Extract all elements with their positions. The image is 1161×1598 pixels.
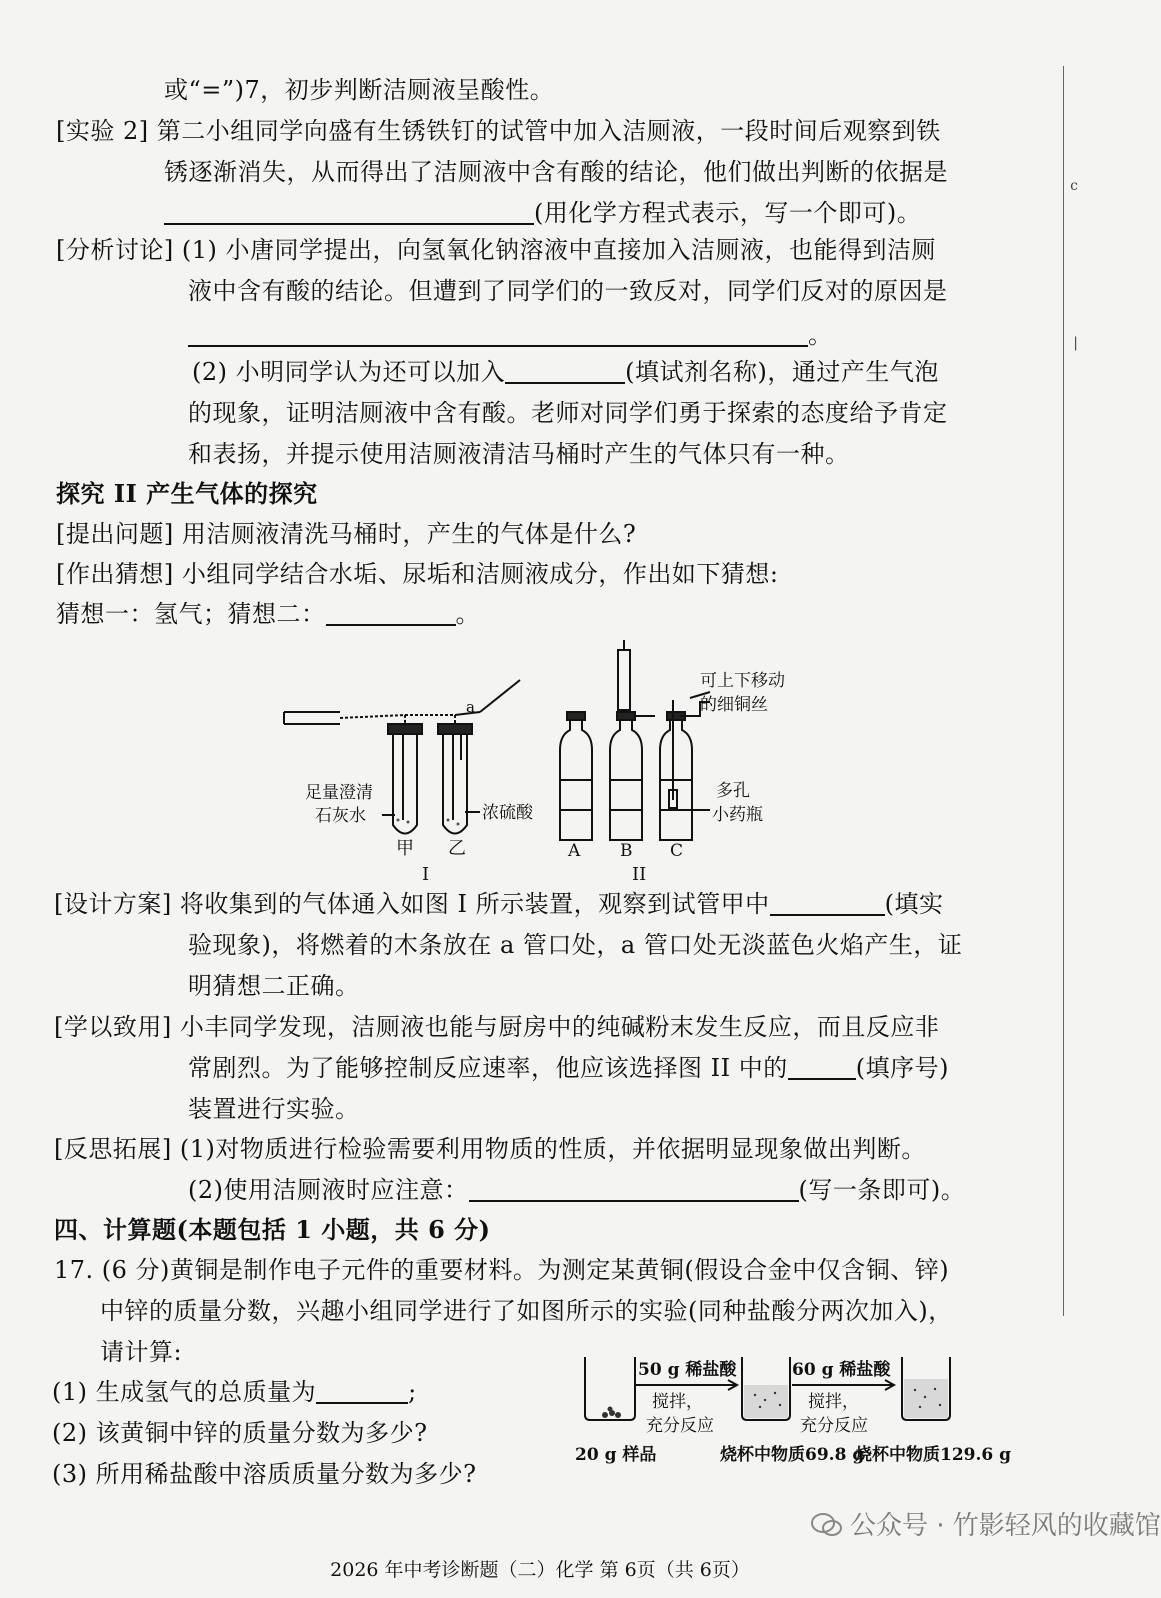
text-line: (2)使用洁厕液时应注意： (写一条即可)。 — [188, 1176, 966, 1204]
text-line: 明猜想二正确。 — [188, 972, 360, 1000]
label-wire: 可上下移动 — [700, 671, 785, 691]
text-line: 17. (6 分)黄铜是制作电子元件的重要材料。为测定某黄铜(假设合金中仅含铜、锌) — [54, 1256, 950, 1284]
label-add1: 50 g 稀盐酸 — [638, 1360, 737, 1380]
text-line: [学以致用] 小丰同学发现，洁厕液也能与厨房中的纯碱粉末发生反应，而且反应非 — [54, 1013, 940, 1041]
label-vial: 多孔 — [716, 781, 750, 801]
text-line: (2) 小明同学认为还可以加入 (填试剂名称)，通过产生气泡 — [192, 358, 939, 386]
page-footer: 2026 年中考诊断题（二）化学 第 6页（共 6页） — [330, 1559, 750, 1581]
text-line: 常剧烈。为了能够控制反应速率，他应该选择图 II 中的 (填序号) — [188, 1054, 949, 1082]
edge-mark: c — [1070, 178, 1078, 194]
label-step1a: 搅拌， — [652, 1392, 703, 1412]
label-acid: 浓硫酸 — [482, 803, 533, 823]
text-line: 锈逐渐消失，从而得出了洁厕液中含有酸的结论，他们做出判断的依据是 — [164, 158, 948, 186]
answer-blank[interactable] — [788, 1054, 856, 1080]
text-line: 装置进行实验。 — [188, 1095, 360, 1123]
label-a: a — [466, 698, 475, 716]
label-yi: 乙 — [448, 838, 466, 859]
text-line: 。 — [188, 318, 833, 352]
text-line: 中锌的质量分数，兴趣小组同学进行了如图所示的实验(同种盐酸分两次加入)， — [100, 1297, 953, 1325]
text-line: 验现象)，将燃着的木条放在 a 管口处，a 管口处无淡蓝色火焰产生，证 — [188, 931, 963, 959]
text-line: [提出问题] 用洁厕液清洗马桶时，产生的气体是什么? — [56, 520, 637, 548]
section-heading: 四、计算题(本题包括 1 小题，共 6 分) — [54, 1215, 491, 1244]
label-beaker3: 烧杯中物质129.6 g — [855, 1445, 1012, 1465]
text-line: [设计方案] 将收集到的气体通入如图 I 所示装置，观察到试管甲中 (填实 — [54, 890, 944, 918]
label-step1b: 充分反应 — [646, 1416, 714, 1436]
label-beaker2: 烧杯中物质69.8 g — [720, 1445, 865, 1465]
figure-number: II — [632, 864, 647, 885]
text-line: 请计算: — [100, 1338, 183, 1366]
text-line: (2) 该黄铜中锌的质量分数为多少? — [52, 1419, 428, 1447]
edge-mark: | — [1073, 335, 1078, 351]
text-line: 的现象，证明洁厕液中含有酸。老师对同学们勇于探索的态度给予肯定 — [188, 399, 948, 427]
text-line: [作出猜想] 小组同学结合水垢、尿垢和洁厕液成分，作出如下猜想: — [56, 560, 779, 588]
answer-blank[interactable] — [326, 600, 456, 626]
label-bottle-b: B — [620, 841, 633, 861]
page-edge-line — [1063, 66, 1064, 1316]
text-line: [反思拓展] (1)对物质进行检验需要利用物质的性质，并依据明显现象做出判断。 — [54, 1135, 926, 1163]
figure-number: I — [422, 864, 430, 885]
text-line: (1) 生成氢气的总质量为 ; — [52, 1378, 417, 1406]
watermark: 公众号 · 竹影轻风的收藏馆 — [810, 1505, 1161, 1542]
label-bottle-c: C — [670, 841, 684, 861]
label-lime: 足量澄清 — [305, 783, 373, 803]
text-line: (用化学方程式表示，写一个即可)。 — [164, 196, 921, 230]
text-line: (3) 所用稀盐酸中溶质质量分数为多少? — [52, 1460, 477, 1488]
label-jia: 甲 — [396, 838, 414, 859]
text-line: 和表扬，并提示使用洁厕液清洁马桶时产生的气体只有一种。 — [188, 440, 850, 468]
text-line: 液中含有酸的结论。但遭到了同学们的一致反对，同学们反对的原因是 — [188, 277, 948, 305]
text-line: 猜想一：氢气；猜想二： 。 — [56, 600, 480, 628]
calc-figure — [570, 1345, 1020, 1475]
label-wire2: 的细铜丝 — [700, 695, 768, 715]
label-sample: 20 g 样品 — [575, 1445, 657, 1465]
label-vial2: 小药瓶 — [712, 805, 763, 825]
text-line: [分析讨论] (1) 小唐同学提出，向氢氧化钠溶液中直接加入洁厕液，也能得到洁厕 — [56, 236, 936, 264]
section-heading: 探究 II 产生气体的探究 — [56, 479, 318, 508]
label-step2b: 充分反应 — [800, 1416, 868, 1436]
answer-blank[interactable] — [188, 321, 808, 347]
answer-blank[interactable] — [164, 199, 534, 225]
label-lime2: 石灰水 — [315, 806, 366, 826]
text-line: [实验 2] 第二小组同学向盛有生锈铁钉的试管中加入洁厕液，一段时间后观察到铁 — [56, 117, 941, 145]
answer-blank[interactable] — [316, 1378, 408, 1404]
wechat-icon — [810, 1512, 844, 1538]
label-add2: 60 g 稀盐酸 — [792, 1360, 891, 1380]
answer-blank[interactable] — [770, 890, 885, 916]
text-line: 或“=”)7，初步判断洁厕液呈酸性。 — [164, 76, 555, 104]
apparatus-figure — [270, 640, 830, 890]
answer-blank[interactable] — [505, 358, 625, 384]
label-step2a: 搅拌， — [808, 1392, 859, 1412]
label-bottle-a: A — [568, 841, 581, 861]
answer-blank[interactable] — [469, 1176, 799, 1202]
